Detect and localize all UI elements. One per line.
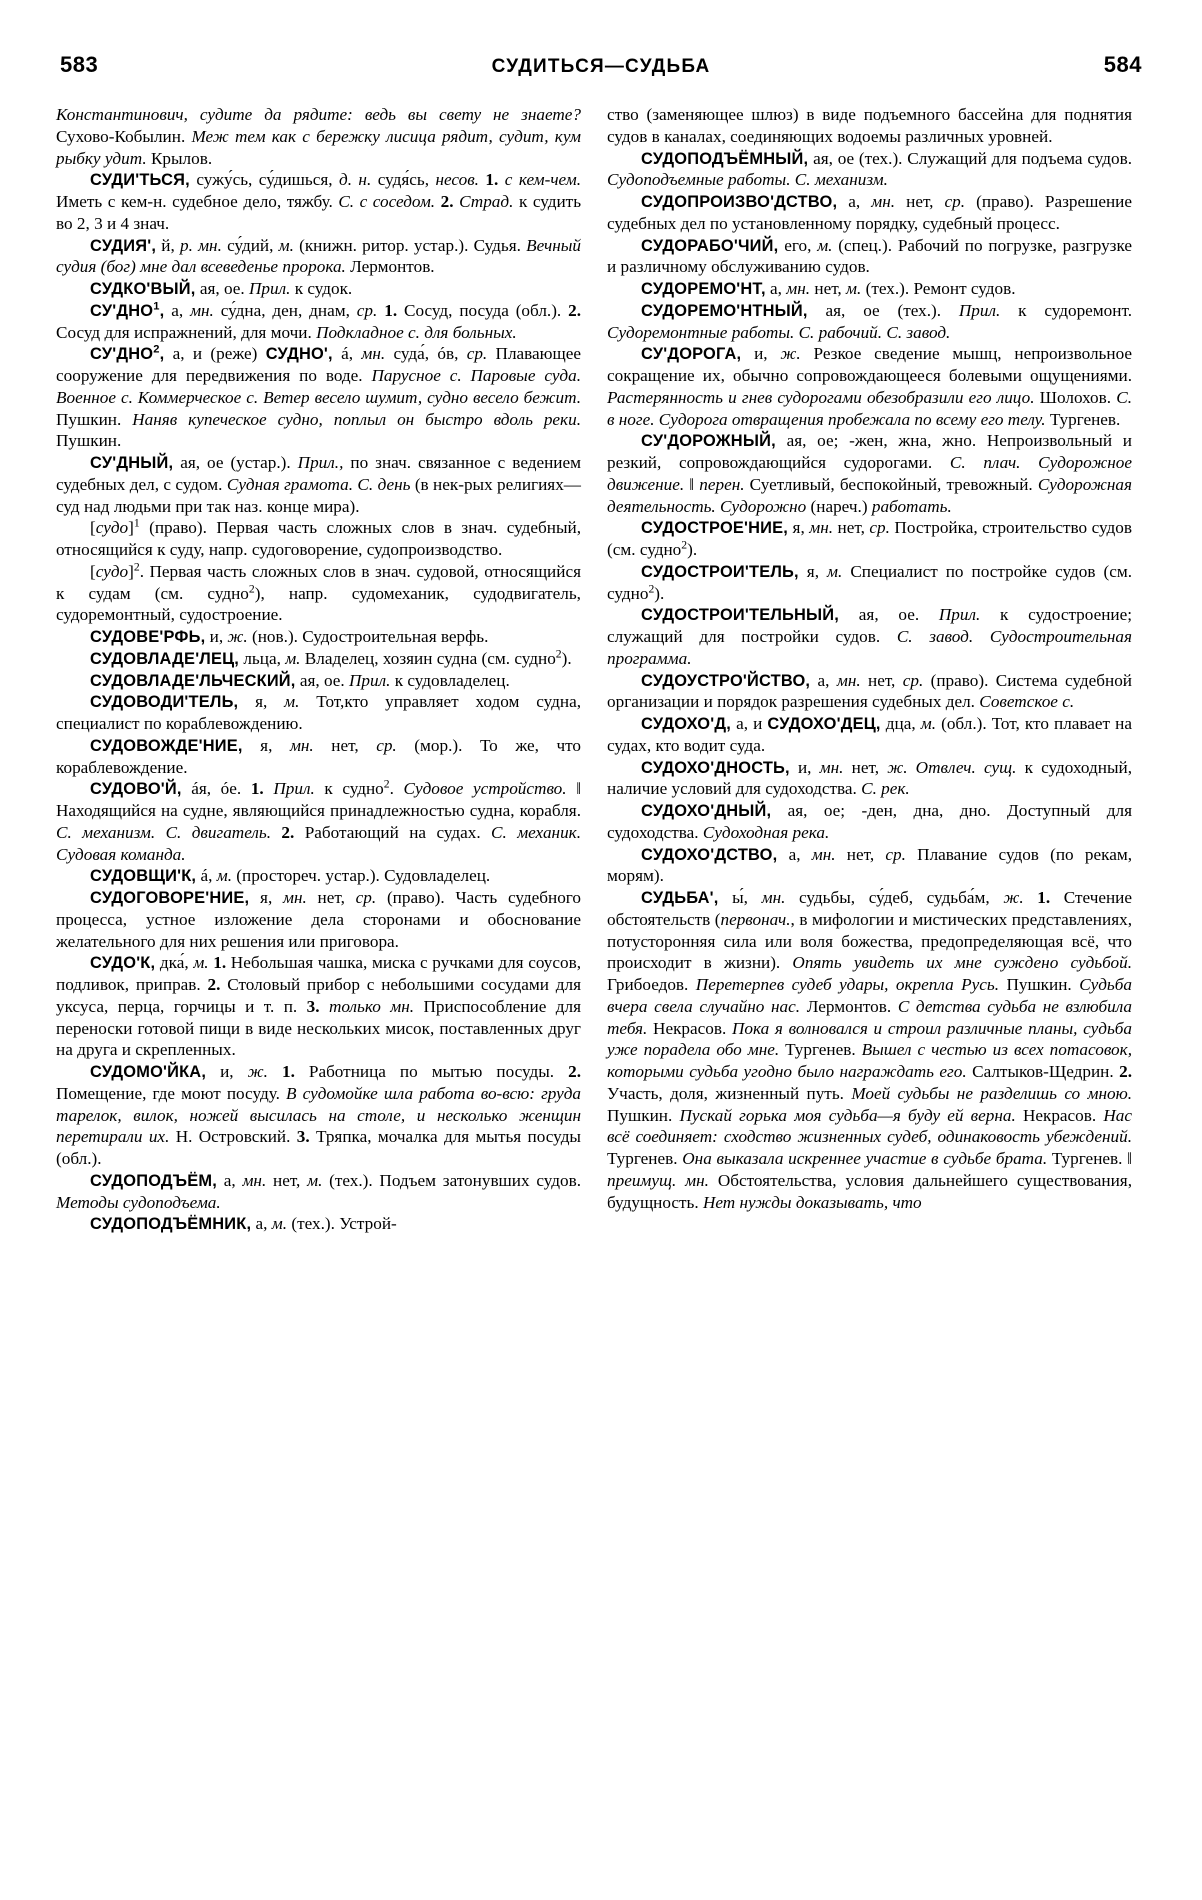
left-entry: СУДО'К, дка́, м. 1. Небольшая чашка, миска с ручками для соусов, подливок, приправ. 2. Столовый прибор с небольшими сосудами для уксуса, перца, горчицы и т. п. 3. только мн. Приспособление для переноски готовой пищи в виде нескольких мисок, поставленных друг на друга и скрепленных.: [56, 953, 582, 1060]
left-entry: СУДИЯ', й, р. мн. су́дий, м. (книжн. ритор. устар.). Судья. Вечный судия (бог) мне дал всеведенье пророка. Лермонтов.: [56, 235, 581, 277]
left-entry: СУДОВЛАДЕ'ЛЬЧЕСКИЙ, ая, ое. Прил. к судовладелец.: [90, 670, 510, 690]
left-entry: СУДОВОЖДЕ'НИЕ, я, мн. нет, ср. (мор.). То же, что кораблевождение.: [56, 735, 581, 777]
right-entry: СУ'ДОРОЖНЫЙ, ая, ое; -жен, жна, жно. Непроизвольный и резкий, сопровождающийся судорогами. С. плач. Судорожное движение. ‖ перен. Суетливый, беспокойный, тревожный. Судорожная деятельность. Судорожно (нареч.) работать.: [607, 431, 1132, 516]
right-entry: СУДОСТРОИ'ТЕЛЬНЫЙ, ая, ое. Прил. к судостроение; служащий для постройки судов. С. завод. Судостроительная программа.: [607, 605, 1133, 668]
left-entry: СУДОПОДЪЁМНИК, а, м. (тех.). Устрой-: [90, 1214, 397, 1234]
right-entry: СУДОПОДЪЁМНЫЙ, ая, ое (тех.). Служащий для подъема судов. Судоподъемные работы. С. механизм.: [607, 148, 1132, 190]
page-header: [56, 52, 1146, 78]
right-entry: СУДЬБА', ы́, мн. судьбы, су́деб, судьба́м, ж. 1. Стечение обстоятельств (первонач., в мифологии и мистических представлениях, потусторонняя сила или воля божества, предопределяющая всё, что происходит в жизни). Опять увидеть их мне суждено судьбой. Грибоедов. Перетерпев судеб удары, окрепла Русь. Пушкин. Судьба вчера свела случайно нас. Лермонтов. С детства судьба не взлюбила тебя. Некрасов. Пока я волновался и строил различные планы, судьба уже порадела обо мне. Тургенев. Вышел с честью из всех потасовок, которыми судьба угодно было награждать его. Салтыков-Щедрин. 2. Участь, доля, жизненный путь. Моей судьбы не разделишь со мною. Пушкин. Пускай горька моя судьба—я буду ей верна. Некрасов. Нас всё соединяет: сходство жизненных судеб, одинаковость убеждений. Тургенев. Она выказала искреннее участие в судьбе брата. Тургенев. ‖ преимущ. мн. Обстоятельства, условия дальнейшего существования, будущность. Нет нужды доказывать, что: [607, 888, 1133, 1212]
left-entry: Константинович, судите да рядите: ведь вы свету не знаете? Сухово-Кобылин. Меж тем как с бережку лисица рядит, судит, кум рыбку удит. Крылов.: [56, 105, 581, 168]
right-entry: СУДОХО'ДНЫЙ, ая, ое; -ден, дна, дно. Доступный для судоходства. Судоходная река.: [607, 801, 1132, 842]
left-entry: [судо]$^2$. Первая часть сложных слов в знач. судовой, относящийся к судам (см. судно$^2$), напр. судомеханик, судодвигатель, судоремонтный, судостроение.: [56, 560, 581, 625]
right-entry: СУДОСТРОЕ'НИЕ, я, мн. нет, ср. Постройка, строительство судов (см. судно$^2$).: [607, 518, 1133, 559]
left-entry: [судо]$^1$ (право). Первая часть сложных слов в знач. судебный, относящийся к суду, напр. судоговорение, судопроизводство.: [56, 516, 581, 559]
left-entry: СУДОВЩИ'К, á, м. (простореч. устар.). Судовладелец.: [90, 866, 491, 886]
right-entry: СУДОРЕМО'НТНЫЙ, ая, ое (тех.). Прил. к судоремонт. Судоремонтные работы. С. рабочий. С. завод.: [607, 300, 1132, 342]
right-entry: СУДОРАБО'ЧИЙ, его, м. (спец.). Рабочий по погрузке, разгрузке и различному обслуживанию судов.: [607, 235, 1132, 277]
left-entry: СУ'ДНО$^2$, а, и (реже) СУДНО', á, мн. суда́, óв, ср. Плавающее сооружение для передвижения по воде. Парусное с. Паровые суда. Военное с. Коммерческое с. Ветер весело шумит, судно весело бежит. Пушкин. Наняв купеческое судно, поплыл он быстро вдоль реки. Пушкин.: [56, 343, 581, 451]
right-column: [607, 104, 1132, 1213]
left-entry: СУ'ДНЫЙ, ая, ое (устар.). Прил., по знач. связанное с ведением судебных дел, с судом. Судная грамота. С. день (в нек-рых религиях—суд над людьми при так наз. конце мира).: [56, 453, 581, 516]
running-title: СУДИТЬСЯ—СУДЬБА: [491, 56, 711, 77]
column-container: [56, 104, 1146, 1235]
left-entry: СУДОПОДЪЁМ, а, мн. нет, м. (тех.). Подъем затонувших судов. Методы судоподъема.: [56, 1170, 581, 1212]
left-entry: СУДОВЕ'РФЬ, и, ж. (нов.). Судостроительная верфь.: [90, 627, 489, 646]
left-entry: СУДИ'ТЬСЯ, сужу́сь, су́дишься, д. н. судя́сь, несов. 1. с кем-чем. Иметь с кем-н. судебное дело, тяжбу. С. с соседом. 2. Страд. к судить во 2, 3 и 4 знач.: [56, 170, 582, 233]
right-entry: СУДОХО'Д, а, и СУДОХО'ДЕЦ, дца, м. (обл.). Тот, кто плавает на судах, кто водит суда.: [607, 714, 1132, 755]
left-entry: СУДОВО'Й, áя, óе. 1. Прил. к судно$^2$. Судовое устройство. ‖ Находящийся на судне, являющийся принадлежностью судна, корабля. С. механизм. С. двигатель. 2. Работающий на судах. С. механик. Судовая команда.: [56, 777, 582, 864]
right-entry: СУДОСТРОИ'ТЕЛЬ, я, м. Специалист по постройке судов (см. судно$^2$).: [607, 561, 1132, 603]
right-entry: СУДОХО'ДНОСТЬ, и, мн. нет, ж. Отвлеч. сущ. к судоходный, наличие условий для судоходства. С. рек.: [607, 757, 1132, 799]
left-entry: СУДОВОДИ'ТЕЛЬ, я, м. Тот,кто управляет ходом судна, специалист по кораблевождению.: [56, 692, 581, 733]
left-entry: СУДОГОВОРЕ'НИЕ, я, мн. нет, ср. (право). Часть судебного процесса, устное изложение дела сторонами и обоснование желательного для них решения или приговора.: [56, 888, 582, 951]
left-entry: СУ'ДНО$^1$, а, мн. су́дна, ден, днам, ср. 1. Сосуд, посуда (обл.). 2. Сосуд для испражнений, для мочи. Подкладное с. для больных.: [56, 300, 582, 342]
folio-right: 584: [1103, 52, 1142, 77]
right-entry: СУДОХО'ДСТВО, а, мн. нет, ср. Плавание судов (по рекам, морям).: [607, 844, 1132, 886]
right-entry: ство (заменяющее шлюз) в виде подъемного бассейна для поднятия судов в каналах, соединяющих водоемы различных уровней.: [607, 105, 1132, 146]
folio-left: 583: [60, 52, 99, 77]
right-entry: СУДОУСТРО'ЙСТВО, а, мн. нет, ср. (право). Система судебной организации и порядок разрешения судебных дел. Советское с.: [607, 670, 1132, 712]
right-entry: СУДОПРОИЗВО'ДСТВО, а, мн. нет, ср. (право). Разрешение судебных дел по установленному порядку, судебный процесс.: [607, 192, 1132, 233]
left-entry: СУДОМО'ЙКА, и, ж. 1. Работница по мытью посуды. 2. Помещение, где моют посуду. В судомойке шла работа во-всю: груда тарелок, вилок, ножей высилась на столе, и несколько женщин перетирали их. Н. Островский. 3. Тряпка, мочалка для мытья посуды (обл.).: [56, 1062, 582, 1168]
right-entry: СУ'ДОРОГА, и, ж. Резкое сведение мышц, непроизвольное сокращение их, обычно сопровождающееся болевыми ощущениями. Растерянность и гнев судорогами обезобразили его лицо. Шолохов. С. в ноге. Судорога отвращения пробежала по всему его телу. Тургенев.: [607, 344, 1133, 429]
right-entry: СУДОРЕМО'НТ, а, мн. нет, м. (тех.). Ремонт судов.: [641, 279, 1016, 298]
left-column: [56, 104, 581, 1235]
left-entry: СУДОВЛАДЕ'ЛЕЦ, льца, м. Владелец, хозяин судна (см. судно$^2$).: [90, 647, 572, 668]
left-entry: СУДКО'ВЫЙ, ая, ое. Прил. к судок.: [90, 279, 353, 298]
